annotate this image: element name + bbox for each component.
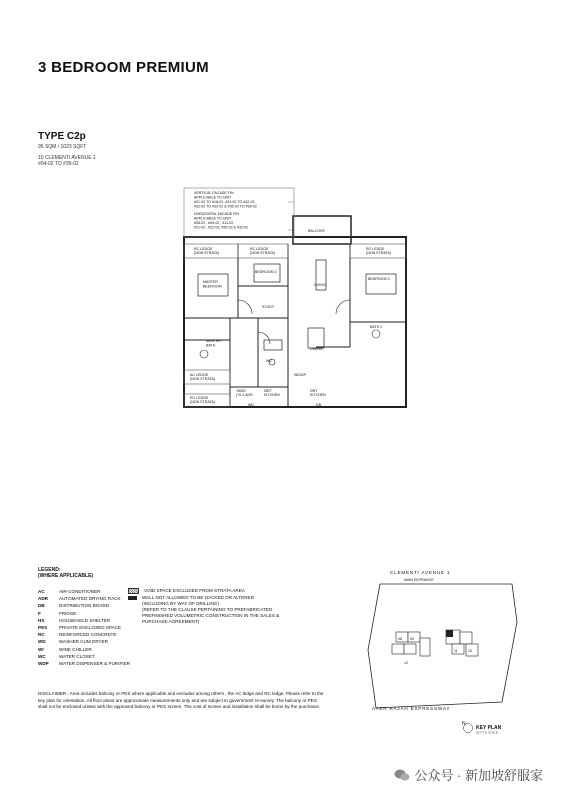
legend-void-text: VOID SPACE EXCLUDED FROM STRATA AREA [144,588,245,593]
room-master-bath-1: MASTER [206,339,221,343]
room-bedroom2: BEDROOM 2 [255,270,277,274]
room-master-bath-2: BATH [206,343,216,348]
disclaimer: DISCLAIMER : Area includes balcony or PES where applicable and excludes among others , the AC ledge and RC ledge. Please refer to the key plan for orientation. All floor plans are approximate measurements only and are subject to government re-survey. The balcony or PES shall not be enclosed unless with the approved balcony or PES screen. The cost of screen and installation shall be borne by the purchaser. [38,691,324,710]
void-hatch-icon [128,588,139,594]
legend-item [38,617,130,624]
plan-note-horizontal-3: #08-02 , #09-02 , #11-02, [194,221,235,225]
unit-info [38,131,96,167]
legend-wall-line: (INCLUDING BY WAY OF DRILLING) [142,601,219,606]
legend-heading [38,567,93,579]
room-ac-ledge-2: (NON STRATA) [190,377,216,381]
plan-note-horizontal-4: #21-02 , #22-02, #25-02 & #32-02 [194,225,249,230]
legend-abbr: F [38,610,41,616]
legend-item [38,602,130,609]
legend-desc: AIR-CONDITIONER [59,589,101,594]
legend-desc: WATER DISPENSER & PURIFIER [59,661,130,667]
legend-abbr: RC [38,632,45,638]
unit-position-marker [446,630,453,637]
room-balcony: BALCONY [308,229,326,233]
legend-abbr: WD [38,639,46,645]
room-rc-ledge-bottom-2: (NON STRATA) [190,400,216,404]
key-plan-main-entrance: MAIN ENTRANCE [404,578,434,582]
plan-note-vertical-4: #32-02 TO #33-02 & #35-02 TO #39-02 [194,204,257,209]
legend-desc: AUTOMATED DRYING RACK [59,596,121,602]
room-dining: DINING [310,347,323,351]
room-bedroom3: BEDROOM 3 [368,277,390,281]
legend-item [38,638,130,645]
unit-area: 95 SQM / 1023 SQFT [38,144,87,150]
legend-abbr: PES [38,625,48,631]
legend-symbols [128,588,298,625]
room-bath2: BATH 2 [370,325,383,329]
room-rc-ledge-right-1: RC LEDGE [366,247,385,251]
room-rc-ledge-bottom-1: RC LEDGE [190,396,209,400]
legend-abbr: ADR [38,596,48,602]
room-rc-ledge-left-2: (NON STRATA) [194,251,220,255]
legend-wall-line: PURCHASE AGREEMENT) [142,619,200,624]
key-plan-road-bottom: AYER RAJAH EXPRESSWAY [372,706,451,711]
block-label: 12 [404,661,408,665]
watermark [394,765,543,784]
room-rc-ledge-mid-2: (NON STRATA) [250,251,276,255]
key-plan [362,560,532,735]
floor-plan [170,182,410,422]
room-master-bedroom-2: BEDROOM [203,284,222,289]
key-plan-label: KEY PLAN [476,725,502,731]
legend-desc: PRIVATE ENCLOSED SPACE [59,625,122,631]
key-plan-sublabel: NOT TO SCALE [476,730,498,735]
north-label: N [462,721,466,727]
plan-note-horizontal-2: APPLICABLE TO UNIT [194,216,232,221]
unit-type: TYPE C2p [38,131,86,142]
legend-item [38,624,130,631]
wall-symbol-icon [128,596,137,600]
room-dry-kitchen-1: DRY [310,389,318,393]
legend-desc: WINE CHILLER [59,646,92,652]
room-wet-kitchen-2: KITCHEN [264,393,280,397]
block-label: 09 [410,637,414,641]
room-rc-ledge-mid-1: RC LEDGE [250,247,269,251]
plan-note-vertical-2: APPLICABLE TO UNIT [194,195,232,200]
room-wd-wdp: WD/DP [294,373,306,377]
room-living: LIVING [314,283,326,287]
legend-list [38,588,130,667]
room-wet-kitchen-1: WET [264,389,272,393]
legend-abbr: WI [38,646,44,652]
legend-title: LEGEND: [38,567,61,573]
legend-item [38,631,130,638]
legend-abbr: WC [38,653,46,659]
legend-subtitle: (WHERE APPLICABLE) [38,573,94,579]
block-label: 11 [454,649,458,653]
block-label: 08 [398,637,402,641]
legend-item [38,653,130,660]
legend-item [38,595,130,602]
plan-note-horizontal-1: HORIZONTAL FACADE FIN [194,212,239,216]
room-yard-1: YARD [236,389,246,393]
room-rc-ledge-left-1: RC LEDGE [194,247,213,251]
legend-wall-line: WALL NOT ALLOWED TO BE HACKED OR ALTERED [142,595,254,600]
legend-abbr: AC [38,589,45,594]
legend-desc: DISTRIBUTION BOARD [59,603,110,609]
room-study: STUDY [262,305,275,309]
legend-desc: HOUSEHOLD SHELTER [59,617,111,623]
legend-item [38,660,130,667]
unit-address: 10 CLEMENTI AVENUE 1 [38,155,96,161]
room-dry-kitchen-2: KITCHEN [310,393,326,397]
legend-void-row [128,588,298,594]
legend-desc: WATER CLOSET [59,653,95,659]
legend-wall-row [128,595,298,625]
legend-item [38,588,130,595]
legend-abbr: HS [38,617,45,623]
legend-desc: WASHER CUM DRYER [59,639,109,645]
legend-item [38,610,130,617]
room-wd: WD [248,403,254,407]
legend-item [38,646,130,653]
page-title: 3 BEDROOM PREMIUM [38,59,209,76]
legend-desc: FRIDGE [59,610,77,616]
legend-wall-line: PREFINISHED VOLUMETRIC CONSTRUCTION IN THE SALES & [142,613,280,618]
block-label: 10 [468,649,472,653]
plan-note-vertical-3: #01-02 TO #18-02, #31-02 TO #32-02, [194,200,256,204]
room-rc-ledge-right-2: (NON STRATA) [366,251,392,255]
unit-range: #04-02 TO #39-02 [38,161,79,167]
room-ac-ledge-1: AC LEDGE [190,373,209,377]
room-db: DB [316,403,321,407]
plan-note-vertical-1: VERTICAL FACADE FIN [194,191,234,195]
room-master-bedroom-1: MASTER [203,280,218,284]
legend-desc: REINFORCED CONCRETE [59,632,117,638]
legend-abbr: DB [38,603,45,609]
wechat-icon [394,768,410,782]
room-wc: WC [266,359,272,363]
key-plan-road-top: CLEMENTI AVENUE 1 [390,570,451,575]
legend-abbr: WDP [38,661,49,667]
room-yard-2: (+0.3 ADR [236,393,253,397]
legend-wall-line: (REFER TO THE CLAUSE PERTAINING TO PREFABRICATED [142,607,273,612]
watermark-text: 公众号 · 新加坡舒服家 [414,768,543,783]
